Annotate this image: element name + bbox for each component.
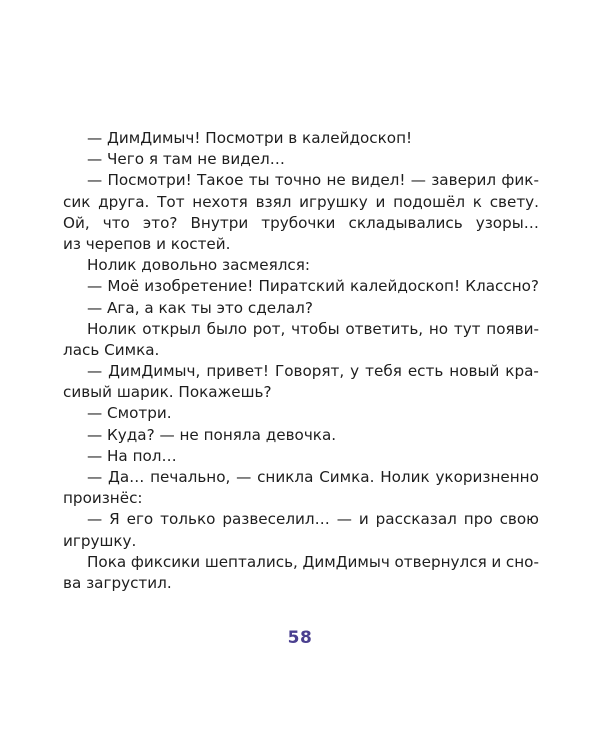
text-line: — Да… печально, — сникла Симка. Нолик укоризненно — [87, 468, 539, 486]
text-line: — Посмотри! Такое ты точно не видел! — заверил фик- — [87, 171, 539, 190]
text-line: Ой, что это? Внутри трубочки складывались узоры… — [63, 213, 539, 232]
text-line: сивый шарик. Покажешь? — [63, 383, 272, 402]
text-line: — Смотри. — [87, 404, 172, 423]
story-text — [63, 128, 539, 594]
text-line: сик друга. Тот нехотя взял игрушку и подошёл к свету. — [63, 192, 539, 211]
text-line: Пока фиксики шептались, ДимДимыч отвернулся и сно- — [87, 552, 539, 571]
text-line: из черепов и костей. — [63, 234, 231, 253]
text-line: лась Симка. — [63, 340, 160, 359]
text-line: — ДимДимыч! Посмотри в калейдоскоп! — [87, 129, 413, 147]
page-number: 58 — [287, 628, 313, 648]
text-line: — Ага, а как ты это сделал? — [87, 298, 313, 317]
text-line: игрушку. — [63, 531, 137, 550]
text-line: — На пол… — [87, 446, 177, 465]
text-line: — Куда? — не поняла девочка. — [87, 425, 337, 444]
text-line: — Моё изобретение! Пиратский калейдоскоп! Классно? — [87, 277, 539, 296]
text-line: — Я его только развеселил… — и рассказал про свою — [87, 510, 539, 529]
text-line: Нолик довольно засмеялся: — [87, 256, 311, 275]
text-line: Нолик открыл было рот, чтобы ответить, но тут появи- — [87, 319, 539, 338]
text-line: ва загрустил. — [63, 573, 172, 592]
text-line: — ДимДимыч, привет! Говорят, у тебя есть новый кра- — [87, 362, 539, 381]
text-line: произнёс: — [63, 489, 143, 508]
text-line: — Чего я там не видел… — [87, 150, 285, 169]
